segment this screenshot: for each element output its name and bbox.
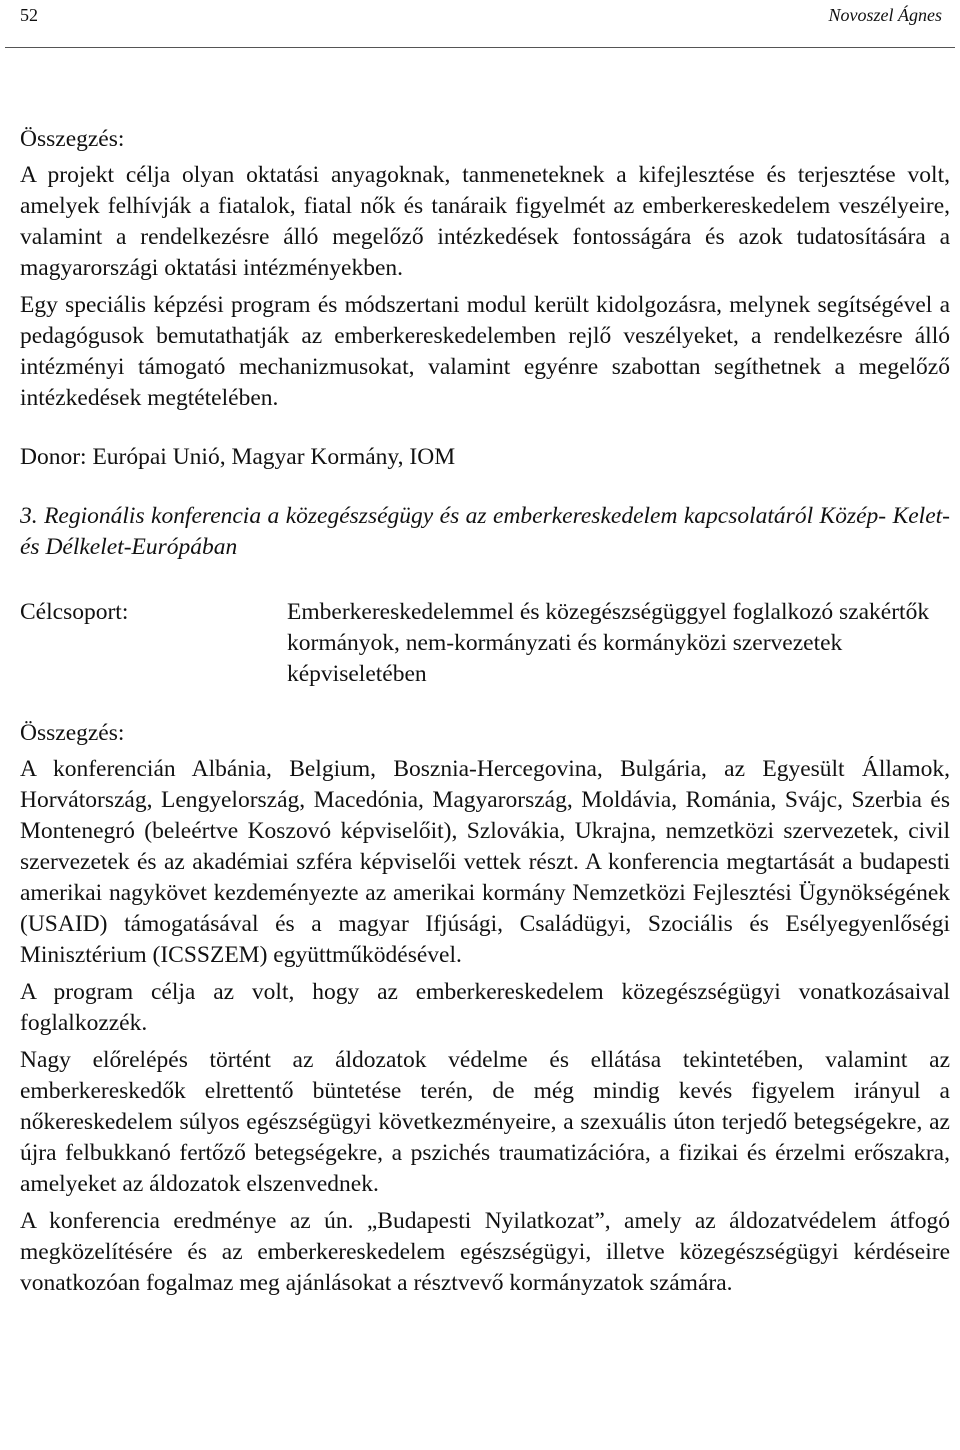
target-group-text: Emberkereskedelemmel és közegészségüggyel foglalkozó szakértők kormányok, nem-kormányzati és kormányközi szervezetek képviseletében [287,599,930,687]
summary-paragraph: A program célja az volt, hogy az emberkereskedelem közegészségügyi vonatkozásaival foglalkozzék. [20,979,950,1036]
section-title: 3. Regionális konferencia a közegészségügy és az emberkereskedelem kapcsolatáról Közép- Kelet- és Délkelet-Európában [20,503,950,560]
header-divider [5,47,955,48]
summary-paragraph: A projekt célja olyan oktatási anyagoknak, tanmeneteknek a kifejlesztése és terjesztése volt, amelyek felhívják a fiatalok, fiatal nők és tanáraik figyelmét az emberkereskedelem veszélyeire, valamint a rendelkezésre álló megelőző intézkedések fontosságára és azok tudatosítására a magyarországi oktatási intézményekben. [20,162,950,281]
summary-paragraph: A konferencián Albánia, Belgium, Bosznia-Hercegovina, Bulgária, az Egyesült Államok, Horvátország, Lengyelország, Macedónia, Magyarország, Moldávia, Románia, Svájc, Szerbia és Montenegró (beleértve Koszovó képviselőit), Szlovákia, Ukrajna, nemzetközi szervezetek, civil szervezetek és az akadémiai szféra képviselői vettek részt. A konferencia megtartását a budapesti amerikai nagykövet kezdeményezte az amerikai kormány Nemzetközi Fejlesztési Ügynökségének (USAID) támogatásával és a magyar Ifjúsági, Családügyi, Szociális és Esélyegyenlőségi Minisztérium (ICSSZEM) együttműködésével. [20,756,950,968]
summary-heading: Összegzés: [20,126,125,152]
target-group-row [20,597,950,690]
summary-paragraph: Egy speciális képzési program és módszertani modul került kidolgozásra, melynek segítségével a pedagógusok bemutathatják az emberkereskedelemben rejlő veszélyeket, a rendelkezésre álló intézményi támogató mechanizmusokat, valamint egyénre szabottan segíthetnek a megelőző intézkedések megtételében. [20,292,950,411]
donor-line: Donor: Európai Unió, Magyar Kormány, IOM [20,444,456,470]
page-header [20,2,942,30]
summary-paragraph: A konferencia eredménye az ún. „Budapesti Nyilatkozat”, amely az áldozatvédelem átfogó megközelítésére és az emberkereskedelem egészségügyi, illetve közegészségügyi kérdéseire vonatkozóan fogalmaz meg ajánlásokat a résztvevő kormányzatok számára. [20,1208,950,1296]
target-group-label: Célcsoport: [20,599,129,625]
summary-heading: Összegzés: [20,720,125,746]
summary-paragraph: Nagy előrelépés történt az áldozatok védelme és ellátása tekintetében, valamint az emberkereskedők elrettentő büntetése terén, de még mindig kevés figyelem irányul a nőkereskedelem súlyos egészségügyi következményeire, a szexuális úton terjedő betegségekre, az újra felbukkanó fertőző betegségekre, a pszichés traumatizációra, a fizikai és érzelmi erőszakra, amelyeket az áldozatok elszenvednek. [20,1047,950,1197]
document-body [20,124,950,1299]
running-head-author: Novoszel Ágnes [828,5,942,25]
page-number: 52 [20,5,38,25]
